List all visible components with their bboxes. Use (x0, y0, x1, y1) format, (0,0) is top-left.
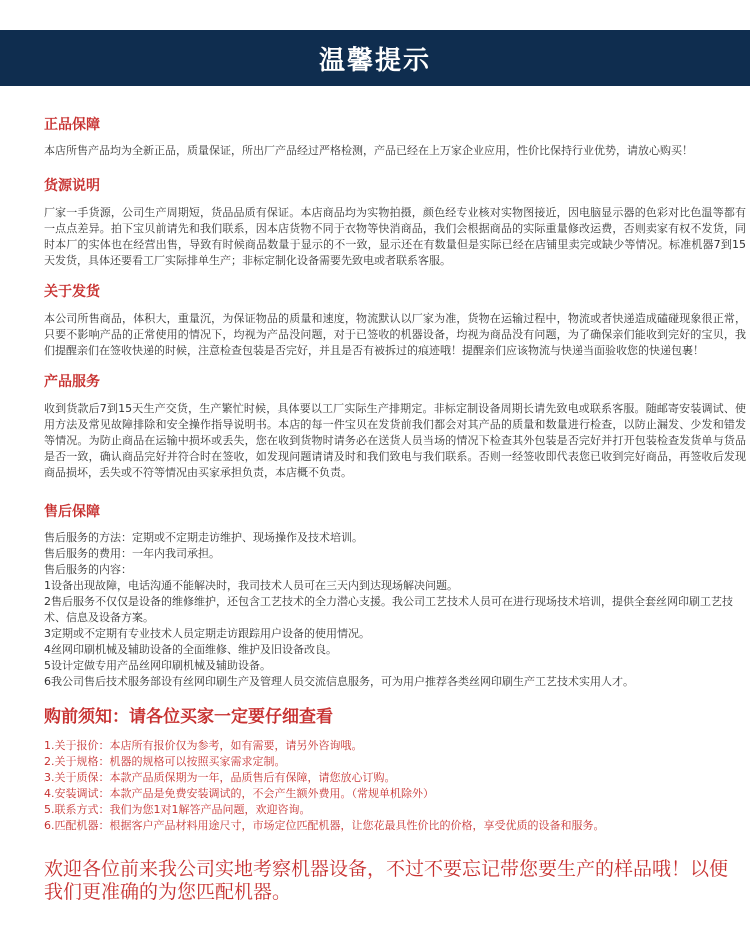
section-title: 关于发货 (44, 284, 100, 300)
after-sales-line: 售后服务的内容： (44, 563, 132, 576)
section-supply-info (44, 177, 746, 269)
notice-line: 6.匹配机器：根据客户产品材料用途尺寸，市场定位匹配机器，让您花最具性价比的价格，享受优质的设备和服务。 (44, 819, 605, 832)
after-sales-line: 5设计定做专用产品丝网印刷机械及辅助设备。 (44, 659, 271, 672)
notice-line: 2.关于规格：机器的规格可以按照买家需求定制。 (44, 755, 286, 768)
section-purchase-notice (44, 706, 746, 834)
welcome-message: 欢迎各位前来我公司实地考察机器设备，不过不要忘记带您要生产的样品哦！以便我们更准确的为您匹配机器。 (44, 858, 729, 903)
section-title: 产品服务 (44, 374, 100, 390)
notice-line: 1.关于报价：本店所有报价仅为参考，如有需要，请另外咨询哦。 (44, 739, 363, 752)
section-title: 售后保障 (44, 504, 100, 520)
section-text: 收到货款后7到15天生产交货，生产繁忙时候，具体要以工厂实际生产排期定。非标定制设备周期长请先致电或联系客服。随邮寄安装调试、使用方法及常见故障排除和安全操作指导说明书。本店的每一件宝贝在发货前我们都会对其产品的质量和数量进行检查，以防止漏发、少发和错发等情况。为防止商品在运输中损坏或丢失，您在收到货物时请务必在送货人员当场的情况下检查其外包装是否完好并打开包装检查发货单与货品是否一致，确认商品完好并符合时在签收，如发现问题请请及时和我们致电与我们联系。否则一经签收即代表您已收到完好商品，再签收后发现商品损坏，丢失或不符等情况由买家承担负责，本店概不负责。 (44, 402, 746, 479)
section-text: 本公司所售商品，体积大，重量沉，为保证物品的质量和速度，物流默认以厂家为准，货物在运输过程中，物流或者快递造成磕碰现象很正常，只要不影响产品的正常使用的情况下，均视为产品没问题，对于已签收的机器设备，均视为商品没有问题，为了确保亲们能收到完好的宝贝，我们提醒亲们在签收快递的时候，注意检查包装是否完好，并且是否有被拆过的痕迹哦！提醒亲们应该物流与快递当面验收您的快递包裹！ (44, 312, 746, 357)
header-banner (0, 30, 750, 86)
after-sales-line: 6我公司售后技术服务部设有丝网印刷生产及管理人员交流信息服务，可为用户推荐各类丝网印刷生产工艺技术实用人才。 (44, 675, 634, 688)
after-sales-line: 2售后服务不仅仅是设备的维修维护，还包含工艺技术的全力潜心支援。我公司工艺技术人员可在进行现场技术培训，提供全套丝网印刷工艺技术、信息及设备方案。 (44, 595, 733, 624)
section-authentic-guarantee (44, 116, 746, 159)
section-text: 本店所售产品均为全新正品，质量保证，所出厂产品经过严格检测，产品已经在上万家企业应用，性价比保持行业优势，请放心购买！ (44, 144, 693, 157)
section-product-service (44, 373, 746, 481)
after-sales-line: 3定期或不定期有专业技术人员定期走访跟踪用户设备的使用情况。 (44, 627, 370, 640)
after-sales-line: 1设备出现故障，电话沟通不能解决时，我司技术人员可在三天内到达现场解决问题。 (44, 579, 458, 592)
after-sales-line: 4丝网印刷机械及辅助设备的全面维修、维护及旧设备改良。 (44, 643, 337, 656)
section-after-sales (44, 503, 746, 690)
section-title: 货源说明 (44, 178, 100, 194)
section-shipping (44, 283, 746, 359)
after-sales-line: 售后服务的方法：定期或不定期走访维护、现场操作及技术培训。 (44, 531, 363, 544)
notice-line: 4.安装调试：本款产品是免费安装调试的，不会产生额外费用。（常规单机除外） (44, 787, 434, 800)
notice-line: 3.关于质保：本款产品质保期为一年，品质售后有保障，请您放心订购。 (44, 771, 396, 784)
content-area (44, 116, 746, 904)
notice-title: 购前须知：请各位买家一定要仔细查看 (44, 707, 333, 727)
notice-line: 5.联系方式：我们为您1对1解答产品问题，欢迎咨询。 (44, 803, 311, 816)
section-text: 厂家一手货源，公司生产周期短，货品品质有保证。本店商品均为实物拍摄，颜色经专业核对实物图接近，因电脑显示器的色彩对比色温等都有一点点差异。拍下宝贝前请先和我们联系，因本店货物不同于衣物等快消商品，我们会根据商品的实际重量修改运费，否则卖家有权不发货，同时本厂的实体也在经营出售，导致有时候商品数量于显示的不一致，显示还在有数量但是实际已经在店铺里卖完或缺少等情况。标准机器7到15天发货，具体还要看工厂实际排单生产；非标定制化设备需要先致电或者联系客服。 (44, 206, 746, 267)
after-sales-line: 售后服务的费用：一年内我司承担。 (44, 547, 220, 560)
section-title: 正品保障 (44, 117, 100, 133)
banner-title: 温馨提示 (318, 45, 431, 76)
